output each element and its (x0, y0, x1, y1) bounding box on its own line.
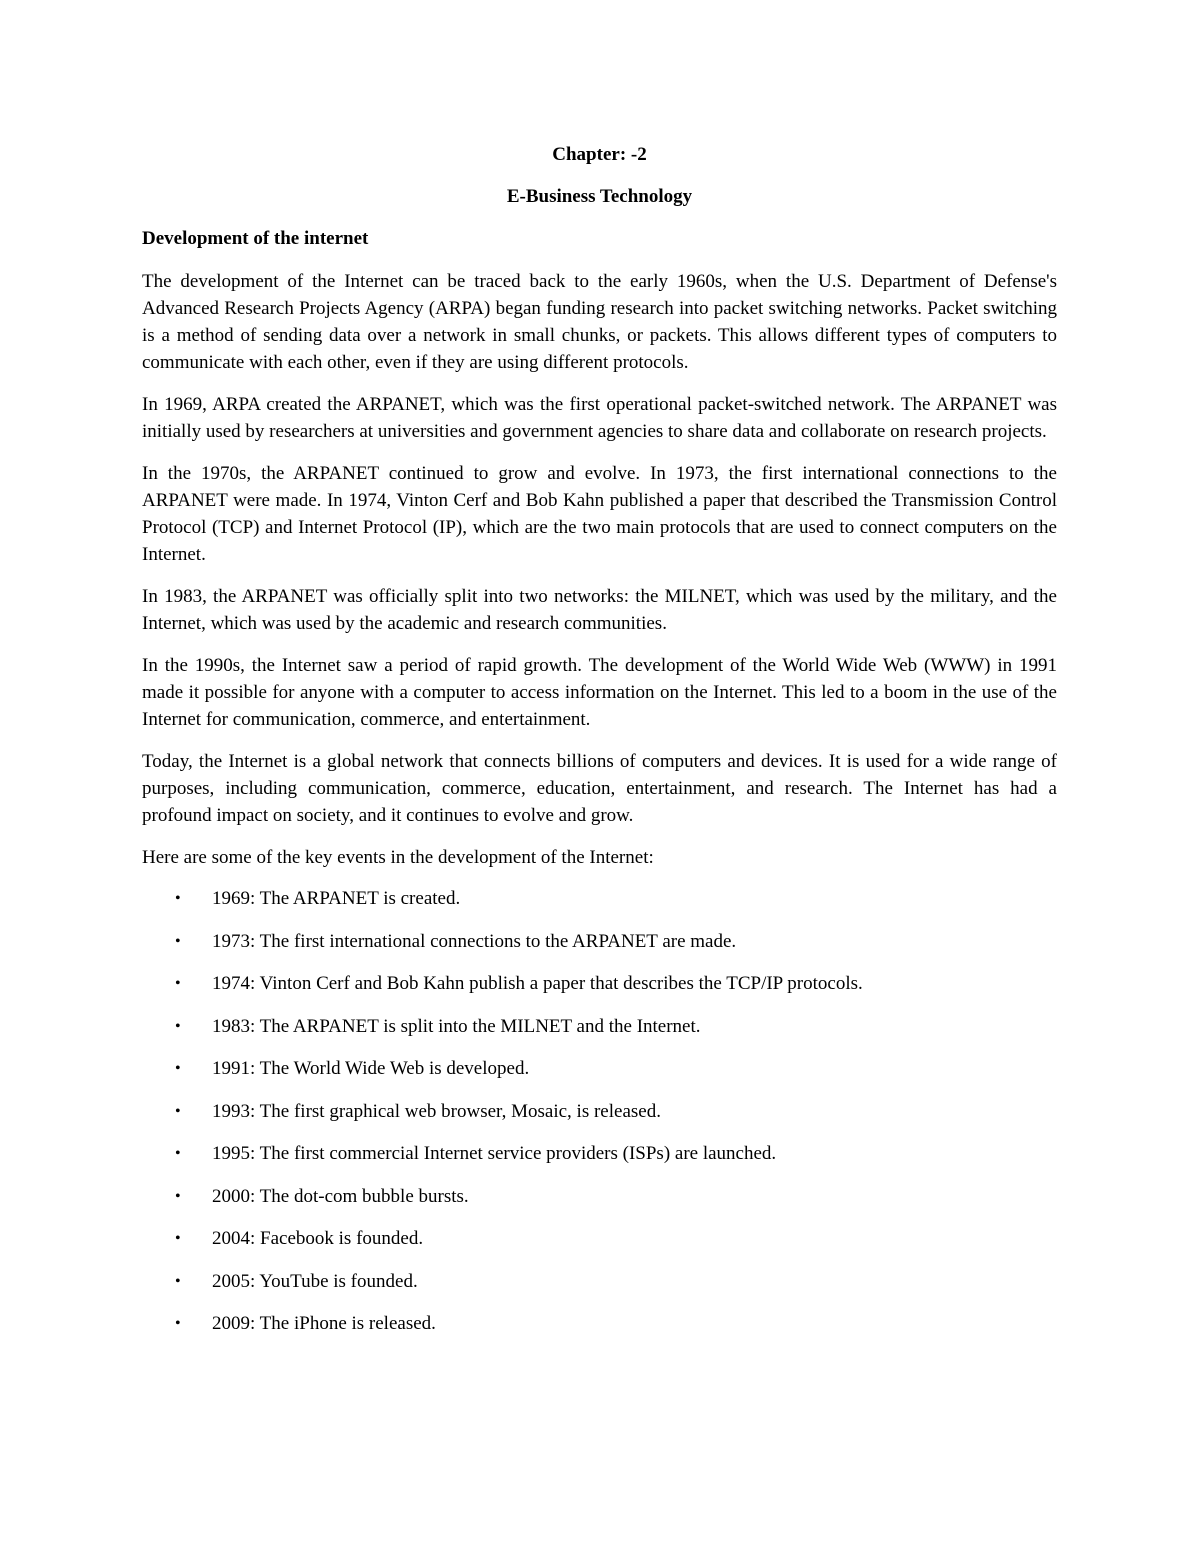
bullet-icon: • (175, 975, 181, 992)
list-item (175, 1184, 1057, 1210)
chapter-title: Chapter: -2 (552, 144, 647, 165)
bullet-icon: • (175, 1102, 181, 1120)
list-item (175, 1056, 1057, 1082)
list-item (175, 1141, 1057, 1167)
key-events-list (142, 886, 1057, 1337)
bullet-icon: • (175, 1145, 181, 1162)
bullet-icon: • (175, 1272, 181, 1290)
list-item-text: 2000: The dot-com bubble bursts. (212, 1185, 469, 1207)
bullet-icon: • (175, 1017, 181, 1035)
paragraph-1970s: In the 1970s, the ARPANET continued to grow and evolve. In 1973, the first international connections to the ARPANET were made. In 1974, Vinton Cerf and Bob Kahn published a paper that described the Transmission Control Protocol (TCP) and Internet Protocol (IP), which are the two main protocols that are used to connect computers on the Internet. (142, 463, 1057, 565)
list-item-text: 1995: The first commercial Internet service providers (ISPs) are launched. (212, 1143, 777, 1164)
list-item-text: 1993: The first graphical web browser, Mosaic, is released. (212, 1100, 661, 1122)
bullet-icon: • (175, 890, 181, 907)
paragraph-1990s: In the 1990s, the Internet saw a period of rapid growth. The development of the World Wide Web (WWW) in 1991 made it possible for anyone with a computer to access information on the Internet. This led to a boom in the use of the Internet for communication, commerce, and entertainment. (142, 655, 1057, 730)
list-item-text: 2005: YouTube is founded. (212, 1270, 418, 1292)
paragraph-1983: In 1983, the ARPANET was officially split into two networks: the MILNET, which was used by the military, and the Internet, which was used by the academic and research communities. (142, 586, 1057, 634)
list-item (175, 929, 1057, 955)
bullet-icon: • (175, 1315, 181, 1332)
list-item-text: 2004: Facebook is founded. (212, 1228, 424, 1249)
paragraph-origins: The development of the Internet can be traced back to the early 1960s, when the U.S. Department of Defense's Advanced Research Projects Agency (ARPA) began funding research into packet switching networks. Packet switching is a method of sending data over a network in small chunks, or packets. This allows different types of computers to communicate with each other, even if they are using different protocols. (142, 271, 1057, 373)
bullet-icon: • (175, 932, 181, 950)
list-item (175, 1269, 1057, 1295)
list-item (175, 1014, 1057, 1040)
list-item (175, 886, 1057, 912)
paragraph-arpanet: In 1969, ARPA created the ARPANET, which was the first operational packet-switched network. The ARPANET was initially used by researchers at universities and government agencies to share data and collaborate on research projects. (142, 394, 1057, 442)
paragraph-key-events-intro: Here are some of the key events in the development of the Internet: (142, 847, 654, 868)
list-item-text: 1983: The ARPANET is split into the MILNET and the Internet. (212, 1015, 701, 1037)
document-subtitle: E-Business Technology (506, 186, 693, 207)
paragraph-today: Today, the Internet is a global network that connects billions of computers and devices. It is used for a wide range of purposes, including communication, commerce, education, entertainment, and research. The Internet has had a profound impact on society, and it continues to evolve and grow. (142, 751, 1057, 826)
list-item (175, 1311, 1057, 1337)
list-item-text: 1969: The ARPANET is created. (212, 888, 461, 909)
bullet-icon: • (175, 1230, 181, 1247)
list-item (175, 1099, 1057, 1125)
list-item-text: 1973: The first international connections to the ARPANET are made. (212, 930, 737, 952)
section-heading: Development of the internet (142, 228, 369, 249)
bullet-icon: • (175, 1060, 181, 1077)
list-item-text: 1974: Vinton Cerf and Bob Kahn publish a paper that describes the TCP/IP protocols. (212, 973, 863, 994)
list-item (175, 1226, 1057, 1252)
list-item-text: 2009: The iPhone is released. (212, 1313, 436, 1334)
list-item (175, 971, 1057, 997)
bullet-icon: • (175, 1187, 181, 1205)
list-item-text: 1991: The World Wide Web is developed. (212, 1058, 530, 1079)
